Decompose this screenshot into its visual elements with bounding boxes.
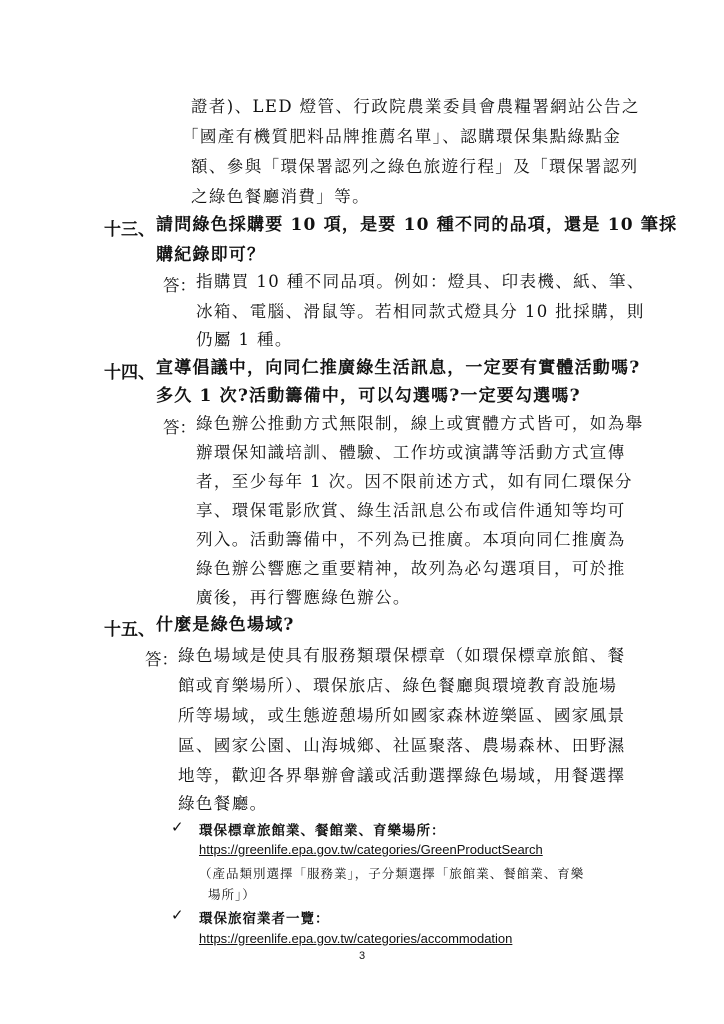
intro-line: 證者)、LED 燈管、行政院農業委員會農糧署網站公告之 — [191, 97, 640, 116]
intro-line: 額、參與「環保署認列之綠色旅遊行程」及「環保署認列 — [191, 157, 639, 176]
green-product-search-link[interactable]: https://greenlife.epa.gov.tw/categories/GreenProductSearch — [199, 842, 543, 857]
answer-label: 答： — [163, 276, 196, 295]
answer-line: 所等場域，或生態遊憩場所如國家森林遊樂區、國家風景 — [178, 706, 626, 725]
answer-line: 列入。活動籌備中，不列為已推廣。本項向同仁推廣為 — [196, 530, 626, 549]
answer-label: 答： — [145, 650, 178, 669]
answer-line: 仍屬 1 種。 — [196, 330, 293, 349]
question-number: 十四、 — [104, 363, 155, 383]
accommodation-link[interactable]: https://greenlife.epa.gov.tw/categories/accommodation — [199, 931, 513, 946]
answer-line: 享、環保電影欣賞、綠生活訊息公布或信件通知等均可 — [196, 501, 626, 520]
answer-line: 綠色辦公推動方式無限制，線上或實體方式皆可，如為舉 — [196, 414, 644, 433]
checklist-note: （產品類別選擇「服務業」，子分類選擇「旅館業、餐館業、育樂 — [199, 866, 585, 881]
checklist-label: 環保標章旅館業、餐館業、育樂場所： — [199, 823, 446, 839]
question-text: 宣導倡議中，向同仁推廣綠生活訊息，一定要有實體活動嗎? — [156, 358, 641, 378]
intro-line: 「國產有機質肥料品牌推薦名單」、認購環保集點綠點金 — [182, 127, 622, 146]
answer-line: 指購買 10 種不同品項。例如：燈具、印表機、紙、筆、 — [196, 272, 645, 291]
answer-line: 館或育樂場所）、環保旅店、綠色餐廳與環境教育設施場 — [178, 676, 618, 695]
answer-label: 答： — [163, 418, 196, 437]
answer-line: 冰箱、電腦、滑鼠等。若相同款式燈具分 10 批採購，則 — [196, 302, 645, 321]
answer-line: 辦環保知識培訓、體驗、工作坊或演講等活動方式宣傳 — [196, 443, 626, 462]
question-number: 十五、 — [104, 620, 155, 640]
checklist-note: 場所」） — [208, 887, 256, 902]
answer-line: 區、國家公園、山海城鄉、社區聚落、農場森林、田野濕 — [178, 736, 626, 755]
answer-line: 綠色餐廳。 — [178, 794, 268, 813]
question-text: 什麼是綠色場域? — [156, 615, 295, 635]
answer-line: 綠色辦公響應之重要精神，故列為必勾選項目，可於推 — [196, 559, 626, 578]
checkmark-icon: ✓ — [171, 906, 184, 924]
question-text: 多久 1 次?活動籌備中，可以勾選嗎?一定要勾選嗎? — [156, 386, 581, 406]
answer-line: 地等，歡迎各界舉辦會議或活動選擇綠色場域，用餐選擇 — [178, 766, 626, 785]
answer-line: 廣後，再行響應綠色辦公。 — [196, 588, 411, 607]
answer-line: 者，至少每年 1 次。因不限前述方式，如有同仁環保分 — [196, 472, 633, 491]
page-number: 3 — [358, 950, 366, 962]
question-text: 購紀錄即可？ — [156, 245, 266, 265]
checkmark-icon: ✓ — [171, 818, 184, 836]
intro-line: 之綠色餐廳消費」等。 — [191, 187, 370, 206]
answer-line: 綠色場域是使具有服務類環保標章（如環保標章旅館、餐 — [178, 646, 626, 665]
checklist-label: 環保旅宿業者一覽： — [199, 911, 330, 927]
question-number: 十三、 — [104, 220, 155, 240]
question-text: 請問綠色採購要 10 項，是要 10 種不同的品項，還是 10 筆採 — [156, 215, 678, 235]
